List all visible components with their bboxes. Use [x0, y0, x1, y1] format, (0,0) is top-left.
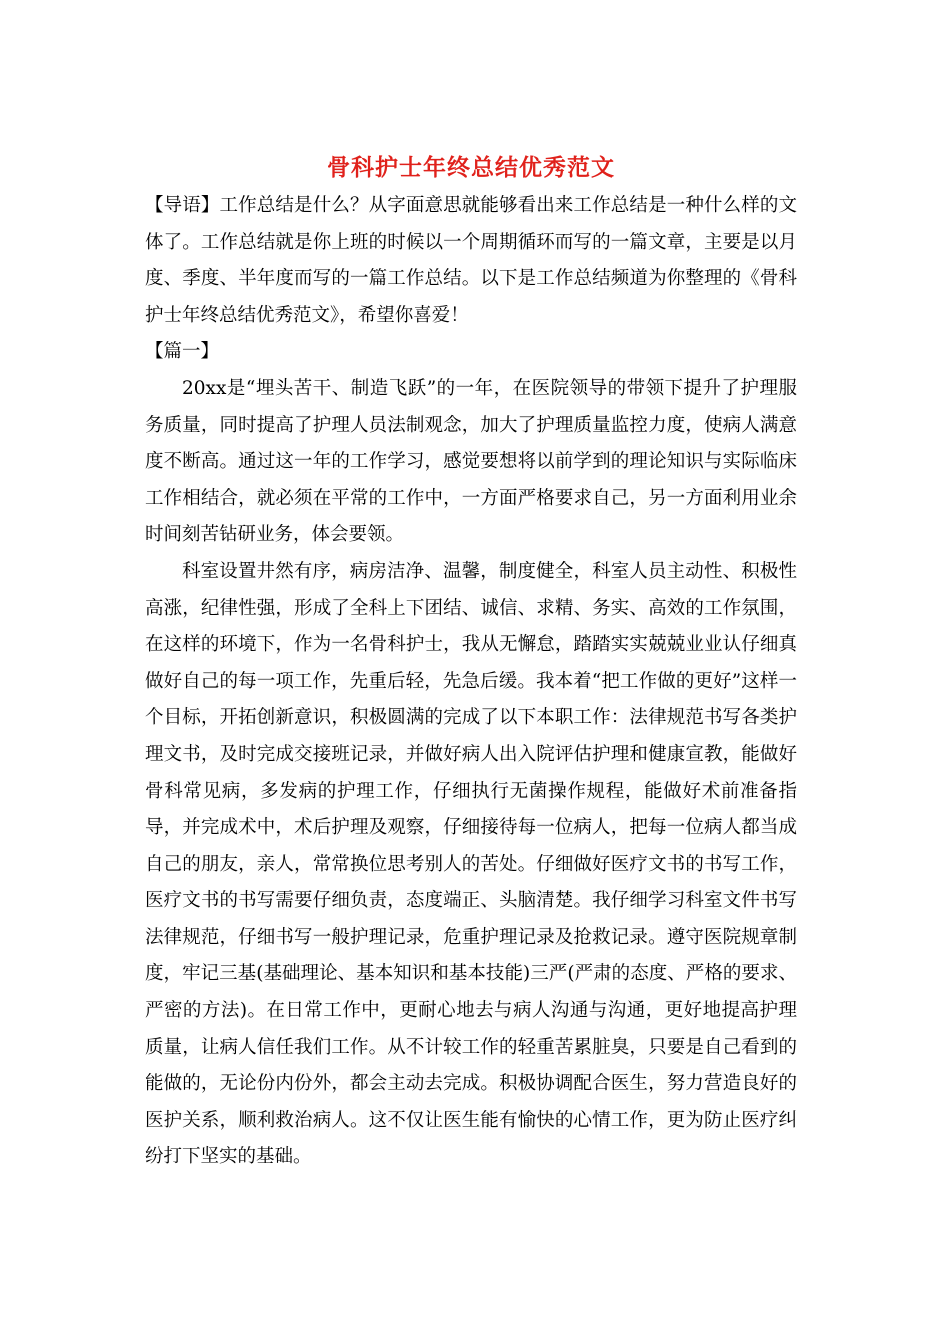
document-title: 骨科护士年终总结优秀范文: [327, 154, 615, 181]
intro-paragraph: 【导语】工作总结是什么？从字面意思就能够看出来工作总结是一种什么样的文体了。工作总结就是你上班的时候以一个周期循环而写的一篇文章，主要是以月度、季度、半年度而写的一篇工作总结。以下是工作总结频道为你整理的《骨科护士年终总结优秀范文》，希望你喜爱！: [145, 195, 797, 326]
document-page: [145, 150, 797, 1176]
section-heading: 【篇一】: [145, 341, 220, 363]
body-paragraph-1: 20xx是“埋头苦干、制造飞跃”的一年，在医院领导的带领下提升了护理服务质量，同时提高了护理人员法制观念，加大了护理质量监控力度，使病人满意度不断高。通过这一年的工作学习，感觉要想将以前学到的理论知识与实际临床工作相结合，就必须在平常的工作中，一方面严格要求自己，另一方面利用业余时间刻苦钻研业务，体会要领。: [145, 377, 797, 546]
body-paragraph-2: 科室设置井然有序，病房洁净、温馨，制度健全，科室人员主动性、积极性高涨，纪律性强，形成了全科上下团结、诚信、求精、务实、高效的工作氛围，在这样的环境下，作为一名骨科护士，我从无懈怠，踏踏实实兢兢业业认仔细真做好自己的每一项工作，先重后轻，先急后缓。我本着“把工作做的更好”这样一个目标，开拓创新意识，积极圆满的完成了以下本职工作：法律规范书写各类护理文书，及时完成交接班记录，并做好病人出入院评估护理和健康宣教，能做好骨科常见病，多发病的护理工作，仔细执行无菌操作规程，能做好术前准备指导，并完成术中，术后护理及观察，仔细接待每一位病人，把每一位病人都当成自己的朋友，亲人，常常换位思考别人的苦处。仔细做好医疗文书的书写工作，医疗文书的书写需要仔细负责，态度端正、头脑清楚。我仔细学习科室文件书写法律规范，仔细书写一般护理记录，危重护理记录及抢救记录。遵守医院规章制度，牢记三基(基础理论、基本知识和基本技能)三严(严肃的态度、严格的要求、严密的方法)。在日常工作中，更耐心地去与病人沟通与沟通，更好地提高护理质量，让病人信任我们工作。从不计较工作的轻重苦累脏臭，只要是自己看到的能做的，无论份内份外，都会主动去完成。积极协调配合医生，努力营造良好的医护关系，顺利救治病人。这不仅让医生能有愉快的心情工作，更为防止医疗纠纷打下坚实的基础。: [145, 560, 797, 1168]
